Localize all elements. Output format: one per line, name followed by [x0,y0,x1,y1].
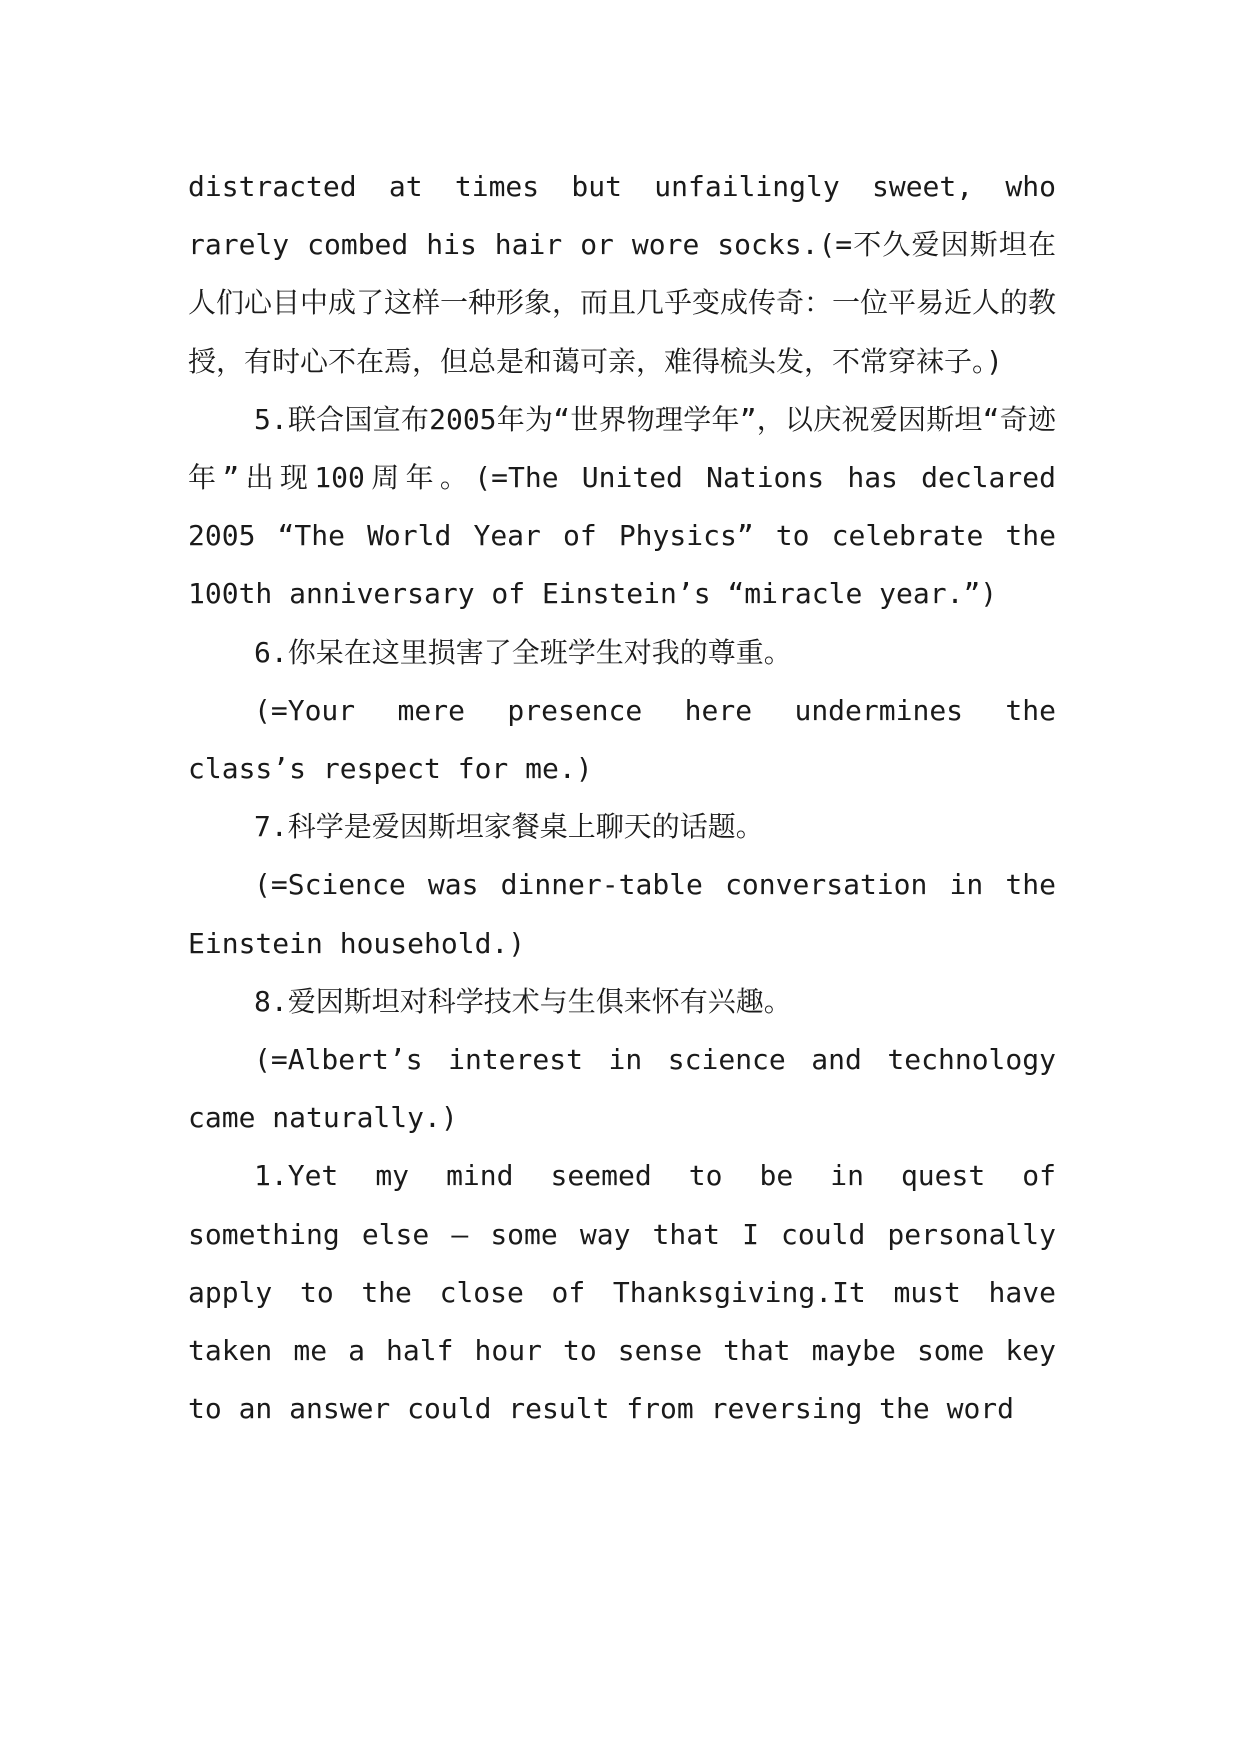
paragraph-8: 8.爱因斯坦对科学技术与生俱来怀有兴趣。 [254,984,792,1018]
paragraph-8-translation: (=Albert’s interest in science and technology came naturally.) [188,1043,1056,1135]
paragraph-7-translation: (=Science was dinner-table conversation in the Einstein household.) [188,868,1056,960]
paragraph-6-translation: (=Your mere presence here undermines the class’s respect for me.) [188,693,1056,786]
paragraph-6: 6.你呆在这里损害了全班学生对我的尊重。 [254,635,792,669]
paragraph-continuation: distracted at times but unfailingly sweet, who rarely combed his hair or wore socks.(=不久爱因斯坦在人们心目中成了这样一种形象，而且几乎变成传奇：一位平易近人的教授，有时心不在焉，但总是和蔼可亲，难得梳头发，不常穿袜子。) [188,170,1057,378]
paragraph-7: 7.科学是爱因斯坦家餐桌上聊天的话题。 [254,810,764,844]
paragraph-5: 5.联合国宣布2005年为“世界物理学年”，以庆祝爱因斯坦“奇迹年”出现100周年。(=The United Nations has declared 2005 “The World Year of Physics” to celebrate the 100th anniversary of Einstein’s “miracle year.”) [188,402,1056,611]
paragraph-1-english: 1.Yet my mind seemed to be in quest of something else — some way that I could personally apply to the close of Thanksgiving.It must have taken me a half hour to sense that maybe some key to an answer could result from reversing the word [188,1159,1056,1426]
body-text [188,158,1056,1438]
